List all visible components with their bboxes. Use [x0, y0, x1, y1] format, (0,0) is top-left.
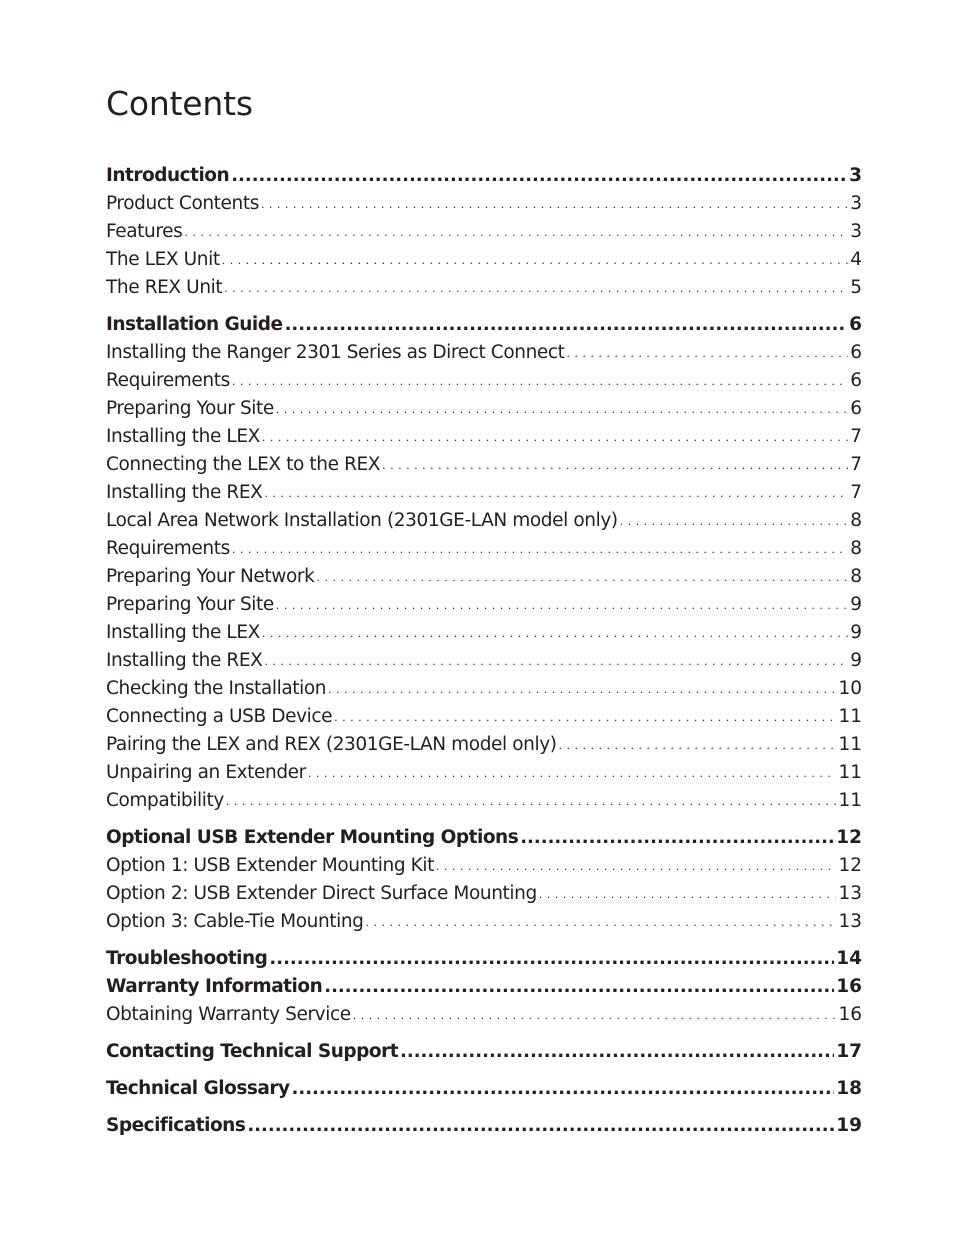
toc-entry-preparing-site[interactable]	[106, 395, 862, 423]
toc-leader	[232, 536, 848, 563]
toc-entry-label: Product Contents	[106, 193, 259, 214]
toc-entry-label: Installing the Ranger 2301 Series as Direct Connect	[106, 342, 565, 363]
toc-entry-label: Specifications	[106, 1115, 246, 1136]
toc-leader	[226, 788, 837, 815]
toc-entry-page: 14	[836, 948, 862, 969]
toc-entry-label: Technical Glossary	[106, 1078, 290, 1099]
toc-entry-specifications[interactable]	[106, 1112, 862, 1140]
toc-leader	[262, 620, 848, 647]
toc-entry-connecting-lex-rex[interactable]	[106, 451, 862, 479]
toc-entry-label: Installing the REX	[106, 482, 263, 503]
toc-leader	[324, 973, 834, 1001]
toc-entry-page: 16	[838, 1004, 862, 1025]
toc-entry-option-3[interactable]	[106, 908, 862, 936]
toc-leader	[353, 1002, 837, 1029]
toc-entry-page: 3	[850, 193, 862, 214]
toc-entry-compatibility[interactable]	[106, 787, 862, 815]
toc-leader	[285, 311, 848, 339]
toc-leader	[539, 881, 837, 908]
toc-entry-page: 18	[836, 1078, 862, 1099]
toc-entry-page: 13	[838, 911, 862, 932]
toc-entry-option-2[interactable]	[106, 880, 862, 908]
toc-leader	[620, 508, 849, 535]
toc-entry-mounting-options[interactable]	[106, 824, 862, 852]
toc-entry-label: Unpairing an Extender	[106, 762, 306, 783]
toc-entry-label: Features	[106, 221, 183, 242]
toc-entry-page: 6	[850, 398, 862, 419]
toc-entry-label: Optional USB Extender Mounting Options	[106, 827, 519, 848]
toc-leader	[231, 162, 847, 190]
toc-entry-page: 7	[850, 482, 862, 503]
toc-entry-preparing-network[interactable]	[106, 563, 862, 591]
toc-leader	[276, 592, 848, 619]
toc-leader	[400, 1038, 834, 1066]
toc-entry-label: Connecting a USB Device	[106, 706, 333, 727]
toc-entry-page: 8	[850, 566, 862, 587]
toc-entry-page: 12	[838, 855, 862, 876]
toc-leader	[316, 564, 848, 591]
toc-entry-label: Contacting Technical Support	[106, 1041, 399, 1062]
toc-entry-label: Option 1: USB Extender Mounting Kit	[106, 855, 434, 876]
toc-entry-page: 13	[838, 883, 862, 904]
toc-entry-requirements[interactable]	[106, 367, 862, 395]
toc-entry-page: 8	[850, 538, 862, 559]
toc-entry-label: Option 2: USB Extender Direct Surface Mounting	[106, 883, 537, 904]
toc-entry-page: 6	[849, 314, 862, 335]
toc-entry-warranty-service[interactable]	[106, 1001, 862, 1029]
toc-entry-label: Introduction	[106, 165, 230, 186]
toc-entry-rex-unit[interactable]	[106, 274, 862, 302]
toc-entry-connecting-usb-device[interactable]	[106, 703, 862, 731]
toc-entry-lex-unit[interactable]	[106, 246, 862, 274]
toc-leader	[366, 909, 837, 936]
toc-leader	[264, 648, 848, 675]
toc-entry-label: Installation Guide	[106, 314, 283, 335]
toc-entry-page: 6	[850, 342, 862, 363]
toc-entry-page: 9	[850, 622, 862, 643]
toc-entry-label: Installing the LEX	[106, 426, 260, 447]
toc-entry-page: 8	[850, 510, 862, 531]
toc-entry-lan-installing-rex[interactable]	[106, 647, 862, 675]
toc-entry-label: Checking the Installation	[106, 678, 327, 699]
toc-entry-label: Obtaining Warranty Service	[106, 1004, 351, 1025]
toc-leader	[559, 732, 837, 759]
toc-entry-label: Warranty Information	[106, 976, 323, 997]
toc-entry-page: 12	[836, 827, 862, 848]
toc-entry-page: 11	[838, 762, 862, 783]
page-title: Contents	[106, 84, 253, 123]
toc-leader	[334, 704, 836, 731]
toc-entry-product-contents[interactable]	[106, 190, 862, 218]
toc-entry-warranty-information[interactable]	[106, 973, 862, 1001]
toc-leader	[184, 219, 848, 246]
toc-entry-label: Preparing Your Site	[106, 594, 274, 615]
toc-entry-label: Troubleshooting	[106, 948, 268, 969]
toc-leader	[328, 676, 836, 703]
toc-entry-page: 11	[838, 734, 862, 755]
toc-entry-label: Pairing the LEX and REX (2301GE-LAN model only)	[106, 734, 557, 755]
toc-entry-technical-support[interactable]	[106, 1038, 862, 1066]
toc-entry-installing-lex[interactable]	[106, 423, 862, 451]
toc-leader	[232, 368, 848, 395]
toc-leader	[247, 1112, 834, 1140]
toc-leader	[382, 452, 848, 479]
toc-entry-page: 10	[838, 678, 862, 699]
toc-leader	[222, 247, 849, 274]
toc-entry-page: 11	[838, 706, 862, 727]
toc-entry-label: Compatibility	[106, 790, 224, 811]
toc-entry-installing-rex[interactable]	[106, 479, 862, 507]
toc-entry-label: Requirements	[106, 538, 230, 559]
toc-entry-page: 11	[838, 790, 862, 811]
table-of-contents	[106, 162, 862, 1140]
toc-leader	[224, 275, 848, 302]
toc-leader	[262, 424, 848, 451]
toc-entry-features[interactable]	[106, 218, 862, 246]
toc-leader	[436, 853, 836, 880]
toc-entry-page: 9	[850, 594, 862, 615]
toc-entry-page: 7	[850, 426, 862, 447]
toc-entry-label: The LEX Unit	[106, 249, 220, 270]
toc-entry-label: Option 3: Cable-Tie Mounting	[106, 911, 364, 932]
toc-entry-label: Requirements	[106, 370, 230, 391]
toc-entry-installation-guide[interactable]	[106, 311, 862, 339]
toc-entry-page: 16	[836, 976, 862, 997]
toc-leader	[276, 396, 848, 423]
toc-entry-page: 9	[850, 650, 862, 671]
toc-entry-page: 3	[850, 221, 862, 242]
toc-entry-unpairing[interactable]	[106, 759, 862, 787]
toc-entry-page: 6	[850, 370, 862, 391]
toc-entry-page: 5	[850, 277, 862, 298]
toc-leader	[261, 191, 848, 218]
toc-entry-page: 4	[850, 249, 862, 270]
toc-entry-checking-installation[interactable]	[106, 675, 862, 703]
toc-entry-page: 3	[849, 165, 862, 186]
toc-entry-label: The REX Unit	[106, 277, 223, 298]
toc-entry-label: Installing the REX	[106, 650, 263, 671]
toc-entry-label: Connecting the LEX to the REX	[106, 454, 381, 475]
toc-entry-page: 7	[850, 454, 862, 475]
toc-entry-lan-preparing-site[interactable]	[106, 591, 862, 619]
toc-leader	[292, 1075, 835, 1103]
toc-entry-lan-installing-lex[interactable]	[106, 619, 862, 647]
toc-leader	[567, 340, 849, 367]
toc-entry-direct-connect[interactable]	[106, 339, 862, 367]
toc-leader	[520, 824, 834, 852]
toc-entry-label: Local Area Network Installation (2301GE-LAN model only)	[106, 510, 618, 531]
toc-leader	[308, 760, 837, 787]
toc-entry-label: Installing the LEX	[106, 622, 260, 643]
toc-entry-label: Preparing Your Network	[106, 566, 315, 587]
toc-leader	[264, 480, 848, 507]
toc-entry-technical-glossary[interactable]	[106, 1075, 862, 1103]
toc-entry-page: 19	[836, 1115, 862, 1136]
toc-entry-lan-requirements[interactable]	[106, 535, 862, 563]
toc-entry-troubleshooting[interactable]	[106, 945, 862, 973]
toc-entry-lan-installation[interactable]	[106, 507, 862, 535]
toc-entry-pairing[interactable]	[106, 731, 862, 759]
toc-leader	[269, 945, 834, 973]
toc-entry-label: Preparing Your Site	[106, 398, 274, 419]
toc-entry-option-1[interactable]	[106, 852, 862, 880]
toc-entry-page: 17	[836, 1041, 862, 1062]
toc-entry-introduction[interactable]	[106, 162, 862, 190]
